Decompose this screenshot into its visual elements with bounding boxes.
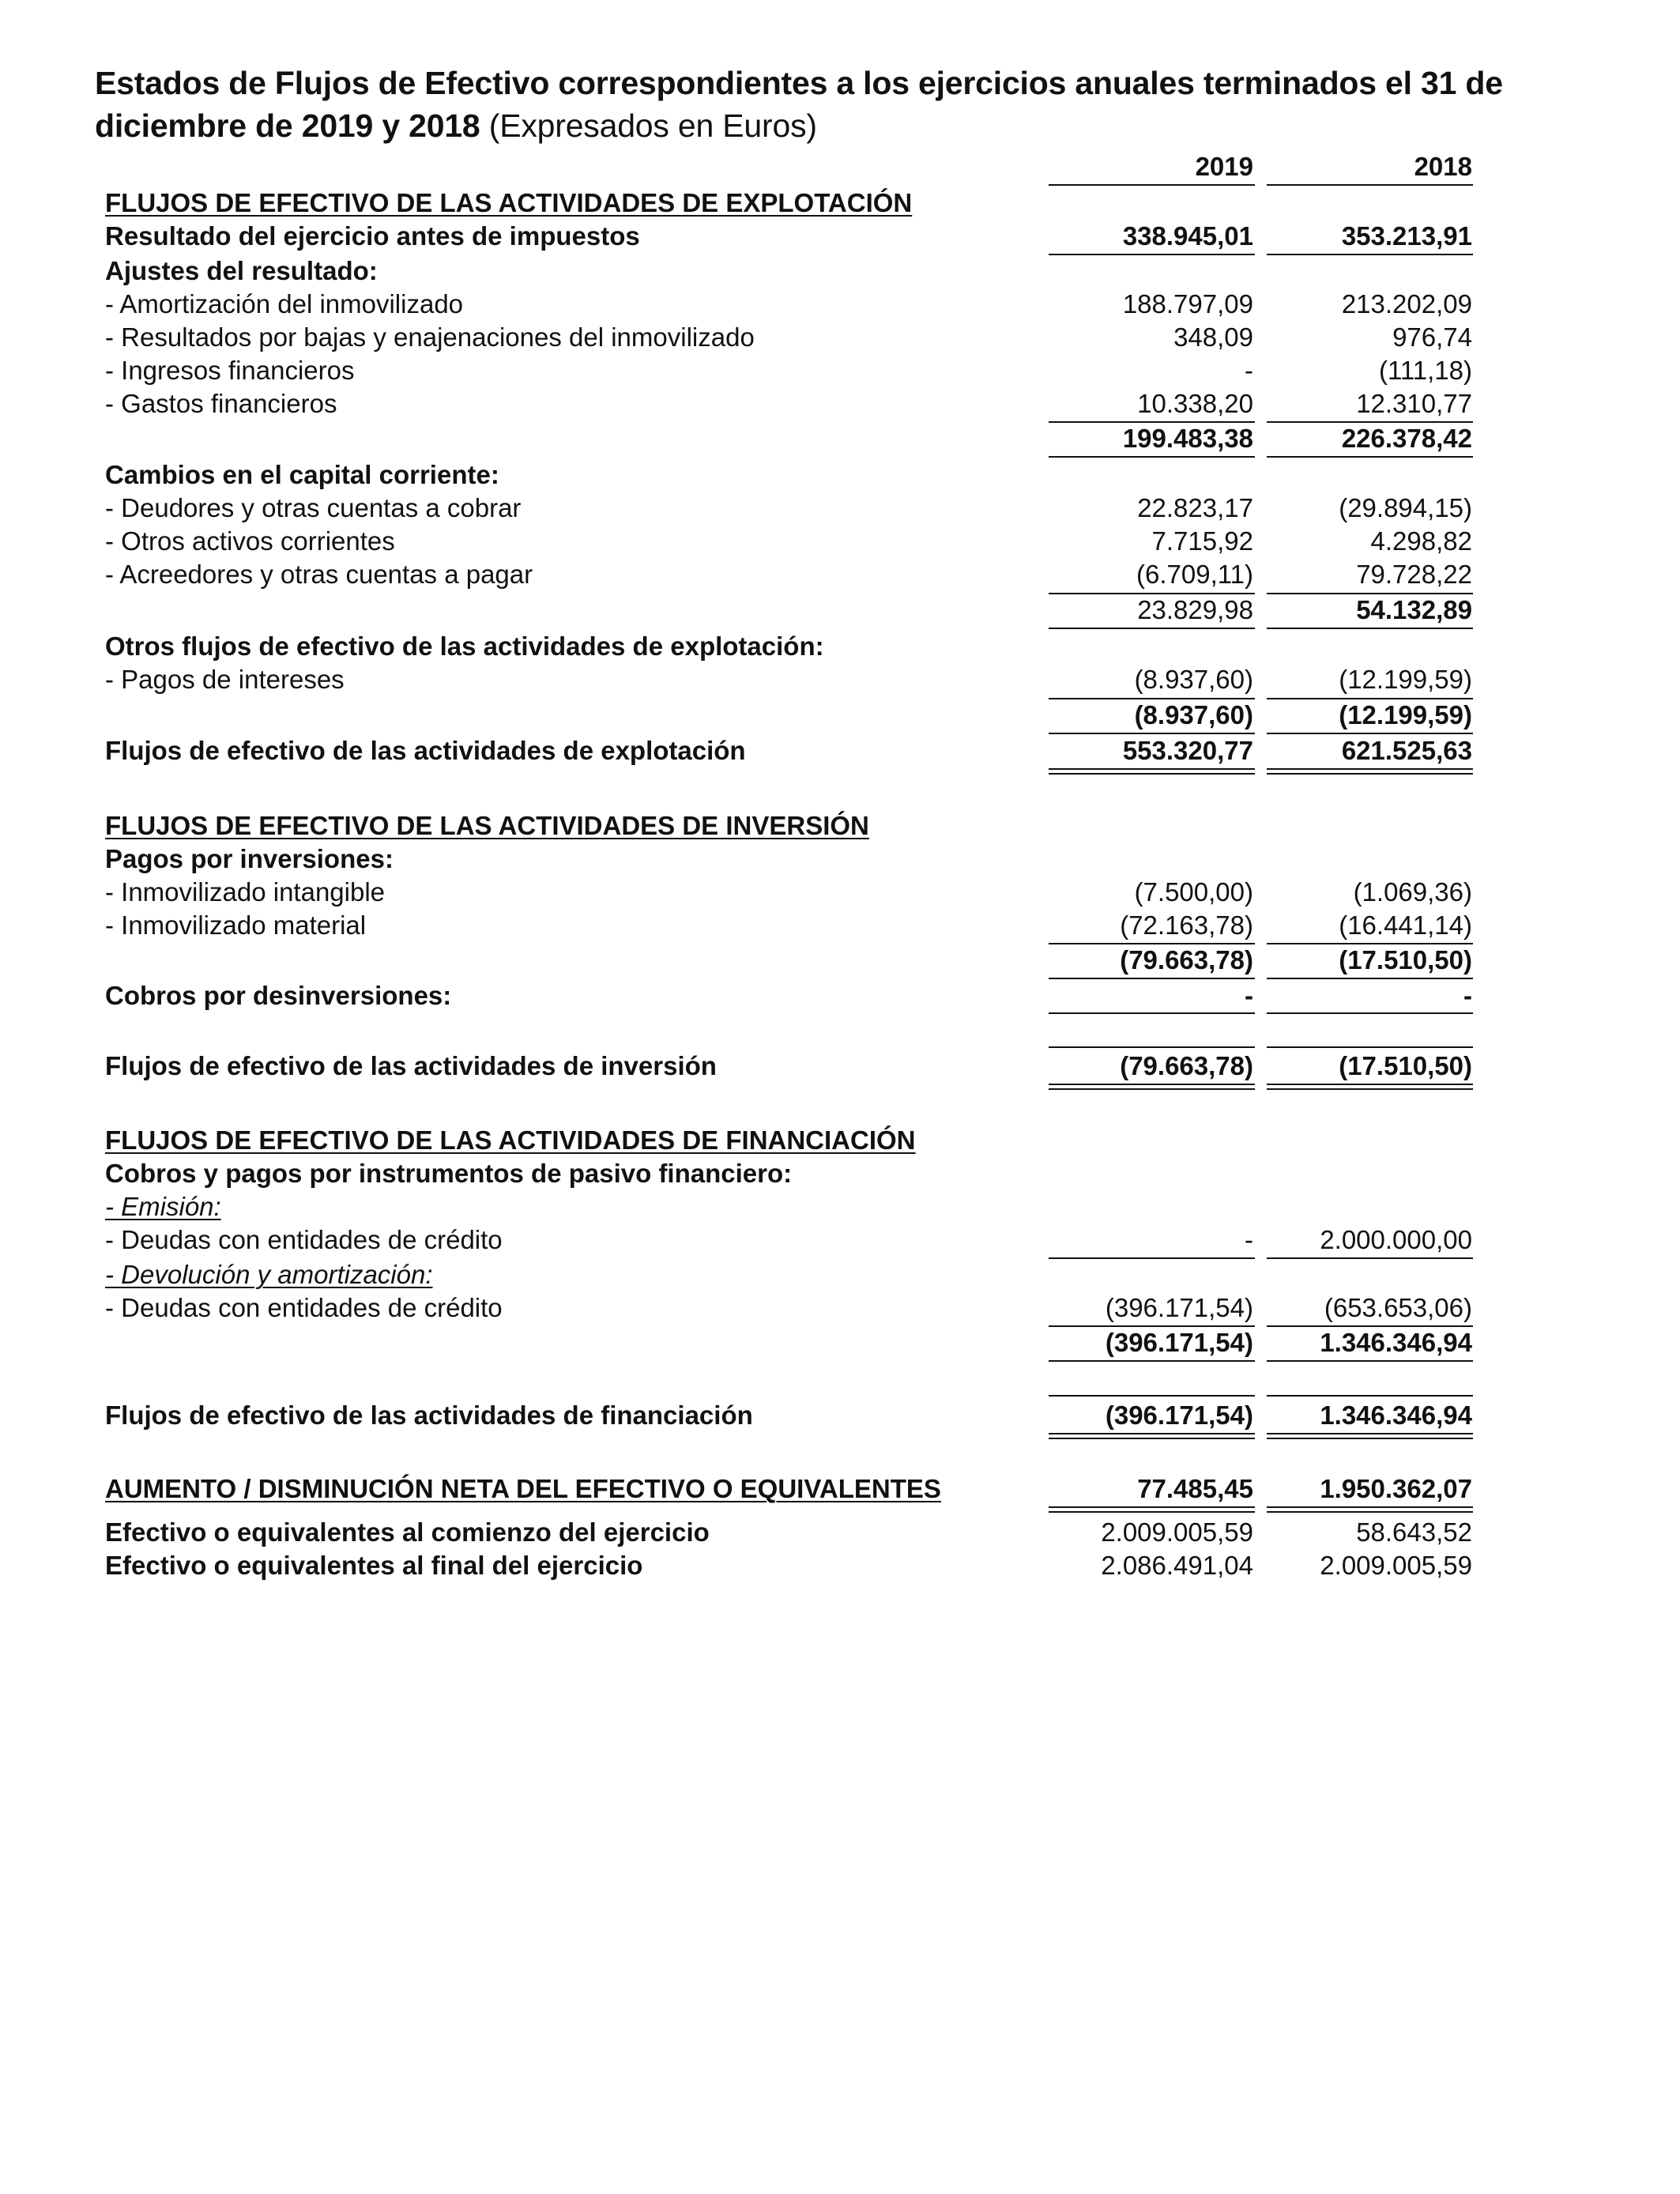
table-row: [0, 288, 1680, 321]
table-row: [0, 1549, 1680, 1582]
value-2018: 79.728,22: [1356, 560, 1472, 589]
value-2018: 2.000.000,00: [1320, 1225, 1472, 1254]
value-2018: (12.199,59): [1339, 700, 1472, 729]
row-label: - Inmovilizado material: [105, 910, 367, 940]
value-2019: -: [1245, 1225, 1253, 1254]
table-row: [0, 492, 1680, 525]
page-title: [95, 62, 1596, 147]
table-row: [0, 1291, 1680, 1325]
row-label: - Otros activos corrientes: [105, 526, 395, 556]
value-2018: (1.069,36): [1353, 877, 1472, 907]
row-label: Efectivo o equivalentes al comienzo del ejercicio: [105, 1517, 710, 1547]
table-row: [0, 1190, 1680, 1223]
row-label: - Inmovilizado intangible: [105, 877, 386, 907]
table-row: [0, 1258, 1680, 1291]
double-rule: [1267, 1506, 1473, 1513]
row-label: - Deudores y otras cuentas a cobrar: [105, 493, 522, 522]
header-rule-2018: [1267, 184, 1473, 186]
value-2019: 23.829,98: [1137, 595, 1253, 624]
table-row: [0, 876, 1680, 909]
value-2019: 348,09: [1173, 322, 1253, 352]
rule: [1049, 628, 1255, 629]
column-header-2018: 2018: [1414, 152, 1472, 181]
section-heading-explotacion: [0, 187, 1680, 220]
column-header-row: [0, 150, 1680, 183]
row-label: FLUJOS DE EFECTIVO DE LAS ACTIVIDADES DE EXPLOTACIÓN: [105, 188, 913, 217]
value-2019: (396.171,54): [1105, 1400, 1253, 1430]
section-heading-inversion: [0, 809, 1680, 843]
table-row: [0, 558, 1680, 591]
rule: [1267, 1395, 1473, 1397]
table-row: [0, 321, 1680, 354]
table-row: [0, 354, 1680, 387]
value-2019: 10.338,20: [1137, 389, 1253, 418]
row-label: Cambios en el capital corriente:: [105, 460, 499, 489]
column-header-2019: 2019: [1195, 152, 1253, 181]
value-2019: 22.823,17: [1137, 493, 1253, 522]
double-rule: [1049, 1506, 1255, 1513]
value-2019: 2.009.005,59: [1101, 1517, 1253, 1547]
double-rule: [1267, 768, 1473, 775]
row-label: Flujos de efectivo de las actividades de inversión: [105, 1051, 717, 1080]
value-2019: (8.937,60): [1134, 700, 1253, 729]
value-2018: 976,74: [1392, 322, 1472, 352]
value-2018: 54.132,89: [1356, 595, 1472, 624]
double-rule: [1267, 1084, 1473, 1090]
value-2019: -: [1245, 356, 1253, 385]
subtotal-row: [0, 594, 1680, 627]
row-label: Resultado del ejercicio antes de impuestos: [105, 221, 640, 251]
row-label: - Resultados por bajas y enajenaciones del inmovilizado: [105, 322, 755, 352]
table-row: [0, 909, 1680, 942]
value-2019: (8.937,60): [1134, 665, 1253, 694]
value-2019: 77.485,45: [1137, 1474, 1253, 1503]
rule: [1267, 1012, 1473, 1014]
value-2019: (7.500,00): [1134, 877, 1253, 907]
rule: [1267, 1360, 1473, 1362]
table-row: [0, 458, 1680, 492]
row-label: Flujos de efectivo de las actividades de explotación: [105, 736, 746, 765]
value-2019: 199.483,38: [1122, 424, 1253, 453]
value-2019: 338.945,01: [1122, 221, 1253, 251]
value-2018: 1.346.346,94: [1320, 1328, 1472, 1357]
value-2019: (72.163,78): [1120, 910, 1253, 940]
header-rule-2019: [1049, 184, 1255, 186]
value-2018: 2.009.005,59: [1320, 1551, 1472, 1580]
row-label: - Gastos financieros: [105, 389, 337, 418]
table-row: [0, 663, 1680, 696]
value-2018: 12.310,77: [1356, 389, 1472, 418]
title-bold: Estados de Flujos de Efectivo correspondientes a los ejercicios anuales terminados el 31 de diciembre de 2019 y 2018: [95, 65, 1503, 144]
table-row: [0, 525, 1680, 558]
title-subtitle: (Expresados en Euros): [488, 107, 817, 144]
subtotal-row: [0, 944, 1680, 977]
rule: [1267, 1046, 1473, 1048]
rule: [1049, 1395, 1255, 1397]
rule: [1049, 1012, 1255, 1014]
value-2019: 7.715,92: [1151, 526, 1253, 556]
row-label: FLUJOS DE EFECTIVO DE LAS ACTIVIDADES DE INVERSIÓN: [105, 811, 869, 840]
double-rule: [1049, 1433, 1255, 1439]
row-label: - Pagos de intereses: [105, 665, 345, 694]
row-label: Cobros por desinversiones:: [105, 981, 452, 1010]
value-2018: (17.510,50): [1339, 945, 1472, 974]
table-row: [0, 1157, 1680, 1190]
rule: [1267, 628, 1473, 629]
value-2018: 1.950.362,07: [1320, 1474, 1472, 1503]
value-2018: (16.441,14): [1339, 910, 1472, 940]
row-label: - Acreedores y otras cuentas a pagar: [105, 560, 533, 589]
value-2019: (396.171,54): [1105, 1293, 1253, 1322]
value-2018: 226.378,42: [1341, 424, 1472, 453]
row-label: FLUJOS DE EFECTIVO DE LAS ACTIVIDADES DE FINANCIACIÓN: [105, 1125, 916, 1155]
section-heading-financiacion: [0, 1124, 1680, 1157]
value-2018: 1.346.346,94: [1320, 1400, 1472, 1430]
value-2018: (12.199,59): [1339, 665, 1472, 694]
rule: [1049, 456, 1255, 458]
table-row: [0, 1516, 1680, 1549]
value-2018: 4.298,82: [1370, 526, 1472, 556]
row-label: - Deudas con entidades de crédito: [105, 1293, 503, 1322]
value-2018: (29.894,15): [1339, 493, 1472, 522]
double-rule: [1049, 768, 1255, 775]
total-row: [0, 734, 1680, 767]
double-rule: [1049, 1084, 1255, 1090]
row-label: Pagos por inversiones:: [105, 844, 394, 873]
table-row: [0, 220, 1680, 253]
value-2019: (396.171,54): [1105, 1328, 1253, 1357]
net-change-row: [0, 1472, 1680, 1506]
value-2018: -: [1463, 981, 1472, 1010]
rule: [1049, 1046, 1255, 1048]
value-2019: 188.797,09: [1122, 289, 1253, 319]
total-row: [0, 1399, 1680, 1432]
value-2019: (79.663,78): [1120, 945, 1253, 974]
value-2019: 2.086.491,04: [1101, 1551, 1253, 1580]
subtotal-row: [0, 699, 1680, 732]
row-label: Flujos de efectivo de las actividades de financiación: [105, 1400, 753, 1430]
row-label: - Emisión:: [105, 1192, 221, 1221]
value-2019: 553.320,77: [1122, 736, 1253, 765]
table-row: [0, 630, 1680, 663]
table-row: [0, 979, 1680, 1012]
value-2018: 353.213,91: [1341, 221, 1472, 251]
table-row: [0, 1223, 1680, 1257]
row-label: - Devolución y amortización:: [105, 1260, 433, 1289]
row-label: Otros flujos de efectivo de las actividades de explotación:: [105, 631, 824, 661]
row-label: Cobros y pagos por instrumentos de pasivo financiero:: [105, 1159, 793, 1188]
subtotal-row: [0, 1326, 1680, 1359]
value-2018: (111,18): [1378, 356, 1472, 385]
table-row: [0, 254, 1680, 288]
row-label: - Amortización del inmovilizado: [105, 289, 464, 319]
rule: [1267, 456, 1473, 458]
row-label: - Ingresos financieros: [105, 356, 355, 385]
subtotal-row: [0, 422, 1680, 455]
row-label: AUMENTO / DISMINUCIÓN NETA DEL EFECTIVO O EQUIVALENTES: [105, 1474, 941, 1503]
row-label: Efectivo o equivalentes al final del ejercicio: [105, 1551, 643, 1580]
value-2019: (6.709,11): [1136, 560, 1253, 589]
double-rule: [1267, 1433, 1473, 1439]
row-label: - Deudas con entidades de crédito: [105, 1225, 503, 1254]
value-2019: -: [1245, 981, 1253, 1010]
value-2018: 621.525,63: [1341, 736, 1472, 765]
table-row: [0, 843, 1680, 876]
value-2018: 213.202,09: [1341, 289, 1472, 319]
value-2018: 58.643,52: [1356, 1517, 1472, 1547]
value-2018: (653.653,06): [1324, 1293, 1472, 1322]
value-2018: (17.510,50): [1339, 1051, 1472, 1080]
rule: [1049, 1360, 1255, 1362]
total-row: [0, 1050, 1680, 1083]
table-row: [0, 387, 1680, 420]
row-label: Ajustes del resultado:: [105, 256, 378, 285]
value-2019: (79.663,78): [1120, 1051, 1253, 1080]
